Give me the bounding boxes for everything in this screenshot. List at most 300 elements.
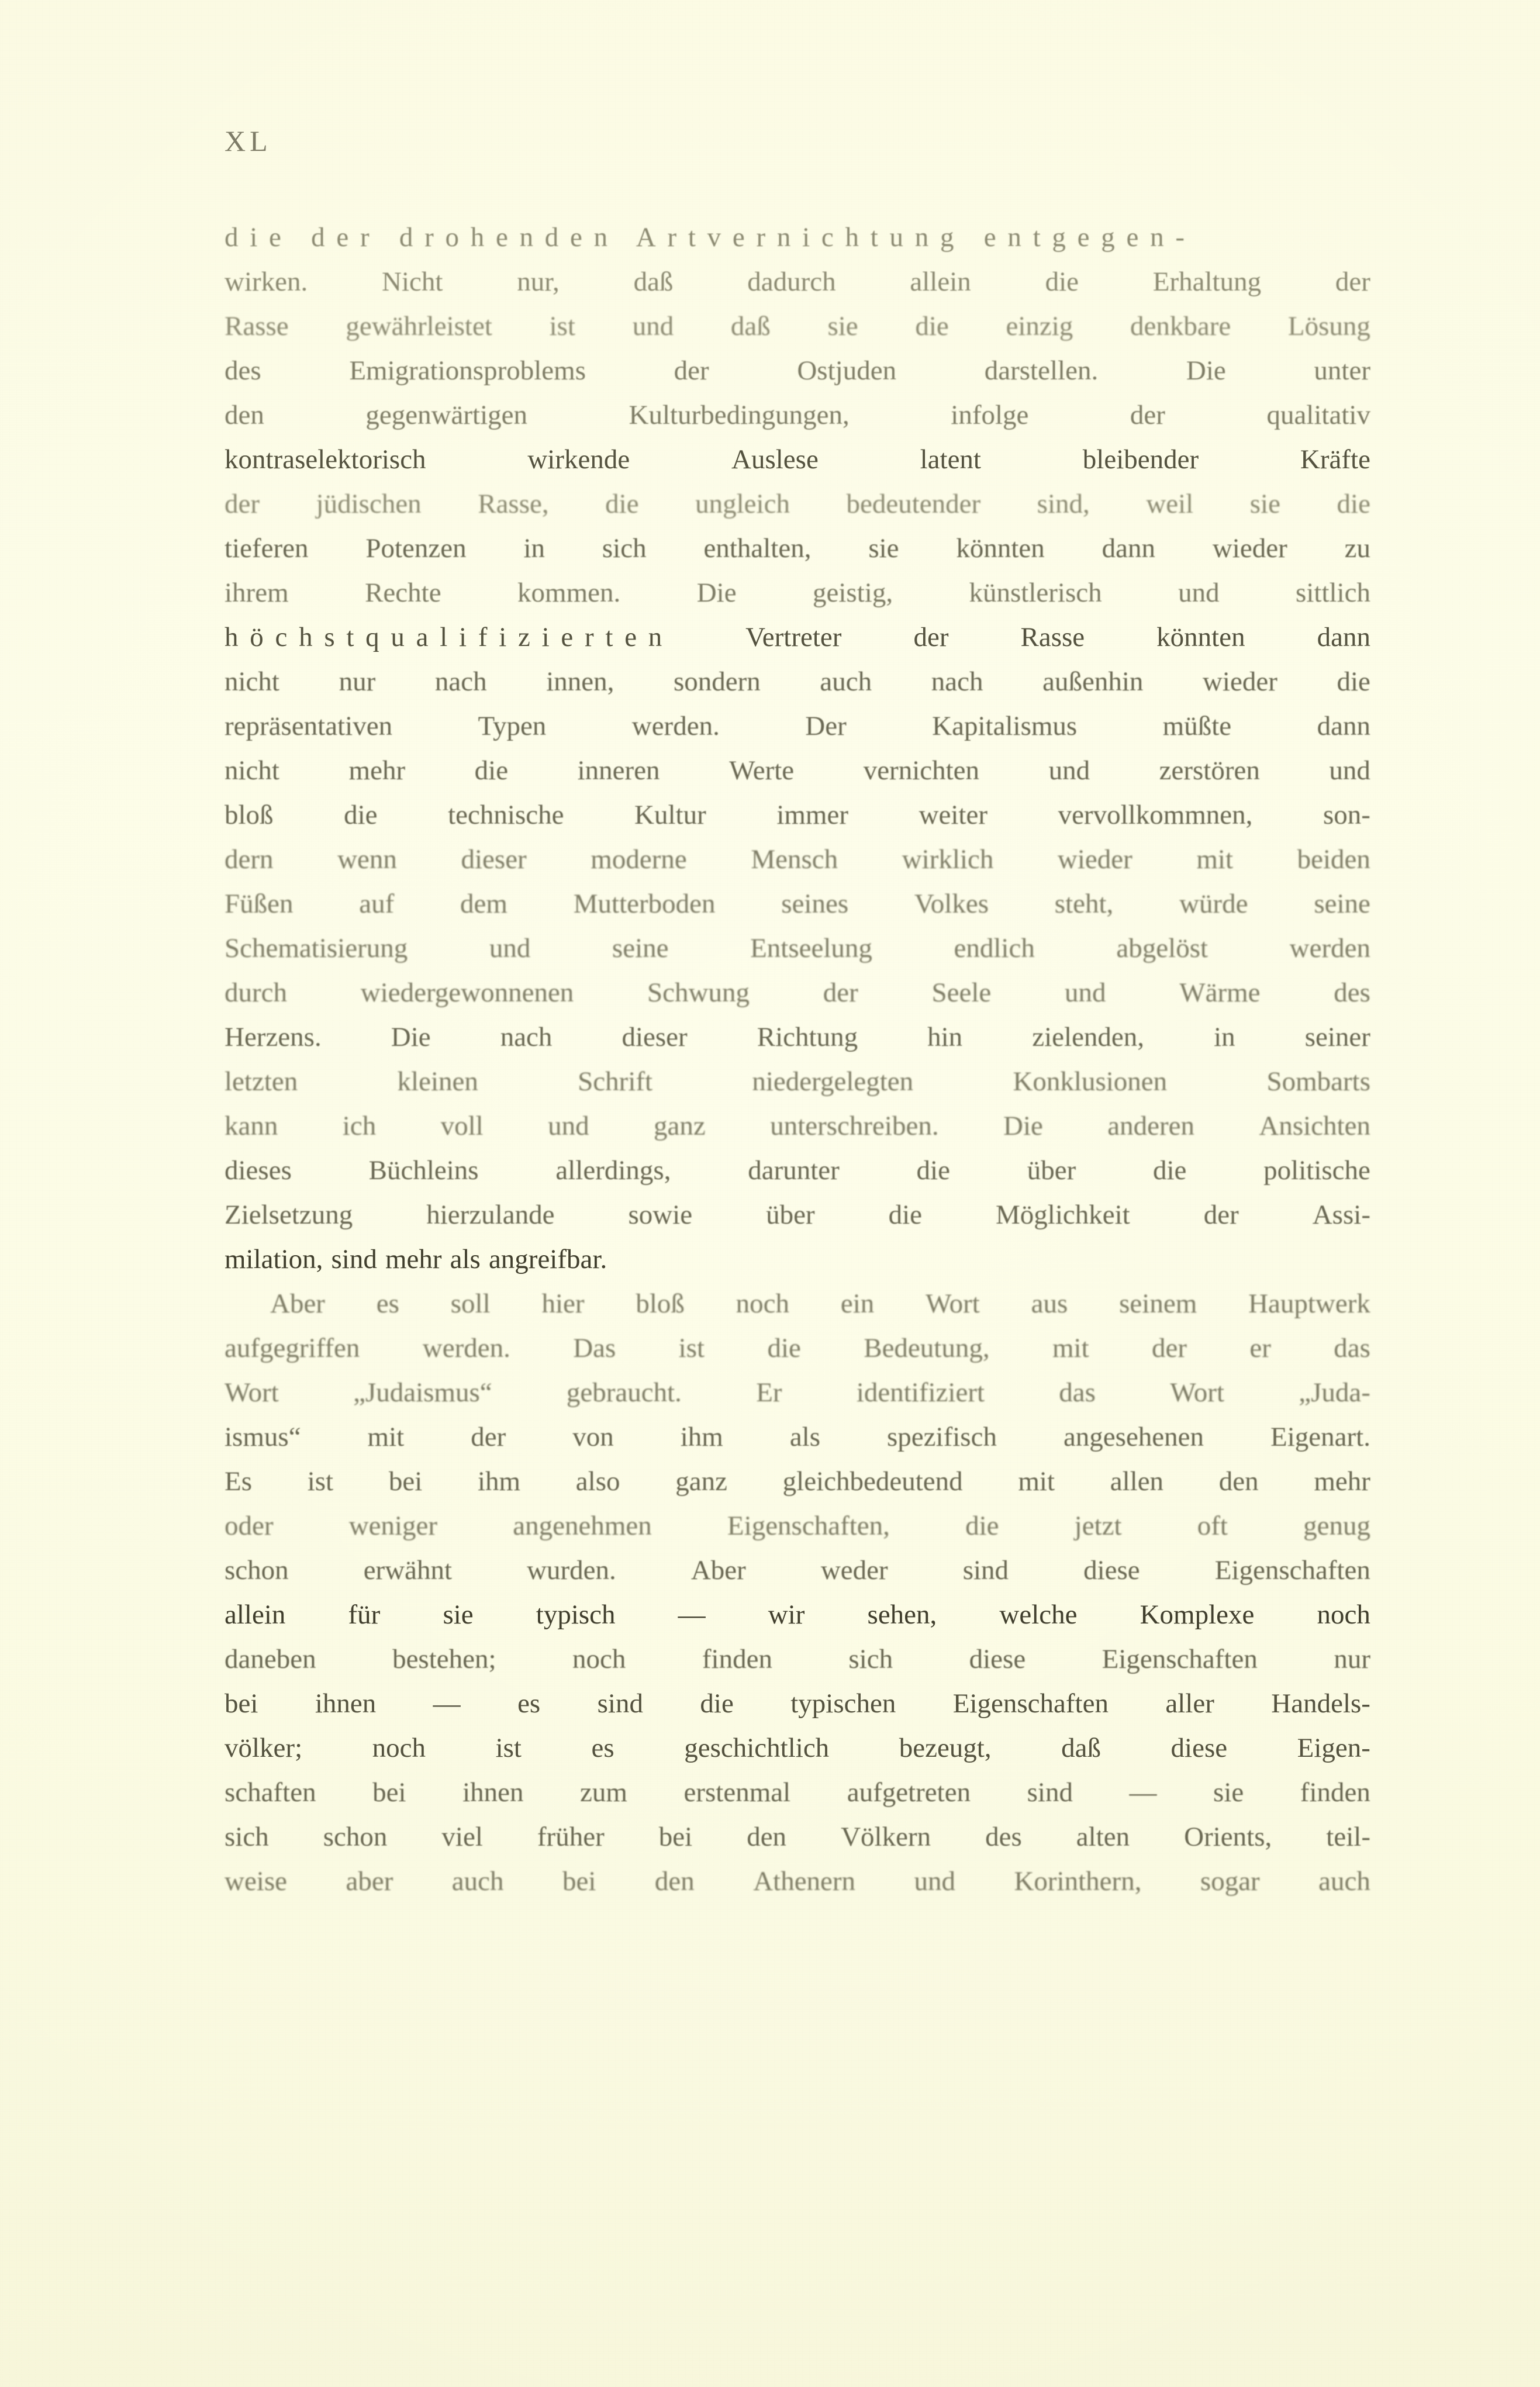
- word: Rasse: [1020, 622, 1085, 652]
- word: nach: [931, 666, 983, 697]
- word: und: [632, 311, 674, 341]
- word: nur,: [517, 267, 560, 297]
- line-words: [225, 882, 1370, 926]
- word: Nicht: [382, 267, 443, 297]
- text-line: [225, 571, 1370, 615]
- word: ihm: [680, 1422, 723, 1452]
- word: sehen,: [867, 1600, 937, 1630]
- word: allerdings,: [555, 1155, 671, 1186]
- word: seine: [612, 933, 669, 963]
- word: sowie: [628, 1200, 693, 1230]
- word: weil: [1146, 489, 1194, 519]
- word: weise: [225, 1866, 288, 1897]
- word: über: [1027, 1155, 1076, 1186]
- word: zu: [1344, 533, 1370, 564]
- word: auch: [820, 666, 872, 697]
- word: unter: [1314, 355, 1370, 386]
- word: ich: [342, 1111, 377, 1141]
- text-line: [225, 1415, 1370, 1459]
- word: jetzt: [1074, 1511, 1122, 1541]
- word: Völkern: [841, 1822, 931, 1852]
- line-words: [225, 1770, 1370, 1815]
- word: ihnen: [315, 1688, 377, 1719]
- word: geschichtlich: [684, 1733, 830, 1763]
- word: noch: [1317, 1600, 1370, 1630]
- word: vervollkommnen,: [1058, 800, 1253, 830]
- word: Mutterboden: [573, 889, 716, 919]
- line-words: [225, 1681, 1370, 1726]
- line-words: [225, 526, 1370, 571]
- word: kleinen: [397, 1066, 478, 1097]
- word: dann: [1317, 622, 1370, 652]
- word: wieder: [1057, 844, 1132, 875]
- text-line: [225, 1548, 1370, 1593]
- word: typischen: [790, 1688, 896, 1719]
- word: schon: [225, 1555, 289, 1585]
- word: unterschreiben.: [770, 1111, 939, 1141]
- word: von: [572, 1422, 614, 1452]
- line-words: [225, 1237, 1370, 1281]
- text-line: [225, 348, 1370, 393]
- word: soll: [450, 1289, 491, 1319]
- word: der: [471, 1422, 506, 1452]
- word: künstlerisch: [969, 578, 1102, 608]
- word: milation,: [225, 1244, 323, 1274]
- word: diese: [1083, 1555, 1140, 1585]
- text-line: [225, 882, 1370, 926]
- word: schaften: [225, 1777, 316, 1808]
- word: bleibender: [1082, 444, 1199, 475]
- word: abgelöst: [1116, 933, 1208, 963]
- line-words: [225, 1326, 1370, 1370]
- word: das: [1334, 1333, 1370, 1363]
- word: ist: [307, 1466, 334, 1497]
- text-line: [225, 1193, 1370, 1237]
- word: Kräfte: [1300, 444, 1370, 475]
- word: die: [965, 1511, 999, 1541]
- word: die: [888, 1200, 923, 1230]
- line-words: [225, 1148, 1370, 1193]
- word: noch: [572, 1644, 626, 1674]
- line-words: [225, 1815, 1370, 1859]
- word: Eigenschaften: [1214, 1555, 1370, 1585]
- word: mehr: [1314, 1466, 1370, 1497]
- word: dieser: [461, 844, 527, 875]
- word: den: [654, 1866, 695, 1897]
- word: allein: [910, 267, 971, 297]
- word: des: [985, 1822, 1022, 1852]
- word: aller: [1165, 1688, 1214, 1719]
- word: Werte: [729, 755, 795, 786]
- line-words: [225, 1415, 1370, 1459]
- text-line: [225, 1370, 1370, 1415]
- word: ein: [840, 1289, 875, 1319]
- word: sind: [597, 1688, 643, 1719]
- word: es: [591, 1733, 614, 1763]
- word: noch: [736, 1289, 790, 1319]
- word: typisch: [536, 1600, 616, 1630]
- word: Das: [573, 1333, 616, 1363]
- word: Sombarts: [1266, 1066, 1370, 1097]
- word: Komplexe: [1140, 1600, 1255, 1630]
- word: die: [344, 800, 378, 830]
- word: Eigenart.: [1270, 1422, 1370, 1452]
- line-words: [225, 615, 1370, 659]
- word: Herzens.: [225, 1022, 322, 1052]
- text-line: [225, 304, 1370, 348]
- word: Seele: [931, 977, 992, 1008]
- text-line: [225, 1770, 1370, 1815]
- word: erwähnt: [363, 1555, 453, 1585]
- word: bei: [388, 1466, 423, 1497]
- word: also: [575, 1466, 620, 1497]
- word: genug: [1303, 1511, 1370, 1541]
- word: als: [450, 1244, 481, 1274]
- word: auf: [359, 889, 395, 919]
- text-line: [225, 260, 1370, 304]
- word: seine: [1314, 889, 1370, 919]
- word: ganz: [654, 1111, 706, 1141]
- line-words: [225, 571, 1370, 615]
- word: völker;: [225, 1733, 303, 1763]
- word: wurden.: [527, 1555, 616, 1585]
- word: der: [225, 489, 260, 519]
- word: könnten: [1156, 622, 1245, 652]
- word: bei: [372, 1777, 406, 1808]
- word: enthalten,: [703, 533, 812, 564]
- word: früher: [537, 1822, 605, 1852]
- word: Eigen-: [1297, 1733, 1370, 1763]
- word: werden.: [631, 711, 720, 741]
- word: mit: [1018, 1466, 1055, 1497]
- word: gewährleistet: [346, 311, 492, 341]
- word: Schwung: [647, 977, 750, 1008]
- word: allen: [1110, 1466, 1164, 1497]
- line-words: [225, 1370, 1370, 1415]
- text-line: [225, 926, 1370, 970]
- word: ganz: [675, 1466, 727, 1497]
- word: es: [376, 1289, 399, 1319]
- word: die: [1045, 267, 1079, 297]
- line-words: [225, 704, 1370, 748]
- word: wieder: [1202, 666, 1277, 697]
- line-words: [225, 1859, 1370, 1904]
- word: nur: [339, 666, 376, 697]
- word: nach: [434, 666, 487, 697]
- word: sind: [1027, 1777, 1073, 1808]
- word: daneben: [225, 1644, 316, 1674]
- word: anderen: [1107, 1111, 1195, 1141]
- text-line: [225, 1237, 1370, 1281]
- text-line: [225, 1637, 1370, 1681]
- word: dann: [1317, 711, 1370, 741]
- word: moderne: [591, 844, 687, 875]
- line-words: [225, 304, 1370, 348]
- word: auch: [451, 1866, 504, 1897]
- text-line: [225, 659, 1370, 704]
- text-line: [225, 1726, 1370, 1770]
- word: denkbare: [1130, 311, 1231, 341]
- word: werden: [1289, 933, 1370, 963]
- word: Kapitalismus: [932, 711, 1078, 741]
- word: Konklusionen: [1013, 1066, 1168, 1097]
- line-words: [225, 260, 1370, 304]
- word: Auslese: [731, 444, 819, 475]
- word: hier: [541, 1289, 585, 1319]
- line-words: [225, 1726, 1370, 1770]
- word: gebraucht.: [566, 1377, 682, 1408]
- word: mit: [367, 1422, 405, 1452]
- word: der: [1203, 1200, 1239, 1230]
- word: weiter: [919, 800, 987, 830]
- word: nicht: [225, 755, 279, 786]
- word: dadurch: [747, 267, 836, 297]
- page-body-text: [225, 215, 1370, 1904]
- word: und: [489, 933, 531, 963]
- spaced-emphasis-text: höchstqualifizierten: [225, 622, 674, 652]
- word: Athenern: [753, 1866, 856, 1897]
- word: Vertreter: [745, 622, 842, 652]
- word: und: [1329, 755, 1370, 786]
- text-line: [225, 1326, 1370, 1370]
- spaced-emphasis-text: die der drohenden Artvernichtung entgegen-: [225, 222, 1196, 253]
- word: wenn: [337, 844, 397, 875]
- line-words: [225, 970, 1370, 1015]
- word: ist: [549, 311, 576, 341]
- line-words: [225, 793, 1370, 837]
- word: Entseelung: [750, 933, 872, 963]
- word: der: [1335, 267, 1370, 297]
- word: müßte: [1162, 711, 1232, 741]
- line-words: [225, 837, 1370, 882]
- word: die: [1337, 489, 1370, 519]
- word: Schematisierung: [225, 933, 408, 963]
- word: sind: [962, 1555, 1009, 1585]
- word: Aber: [690, 1555, 746, 1585]
- word: hierzulande: [426, 1200, 555, 1230]
- word: ihm: [477, 1466, 521, 1497]
- text-line: [225, 526, 1370, 571]
- text-line: [225, 1148, 1370, 1193]
- word: nicht: [225, 666, 279, 697]
- word: darunter: [748, 1155, 840, 1186]
- word: ist: [678, 1333, 705, 1363]
- text-line: [225, 1104, 1370, 1148]
- word: nur: [1334, 1644, 1370, 1674]
- word: Rasse: [225, 311, 289, 341]
- word: sittlich: [1296, 578, 1370, 608]
- text-line: [225, 482, 1370, 526]
- word: oft: [1197, 1511, 1228, 1541]
- word: sind,: [1037, 489, 1090, 519]
- word: als: [789, 1422, 821, 1452]
- word: Rasse,: [478, 489, 549, 519]
- text-line: [225, 1504, 1370, 1548]
- word: die: [700, 1688, 734, 1719]
- word: mit: [1196, 844, 1234, 875]
- word: sie: [1249, 489, 1280, 519]
- text-line: [225, 1015, 1370, 1059]
- word: nach: [500, 1022, 553, 1052]
- word: kontraselektorisch: [225, 444, 426, 475]
- word: dieses: [225, 1155, 292, 1186]
- word: die: [474, 755, 509, 786]
- word: Wort: [926, 1289, 980, 1319]
- word: angenehmen: [513, 1511, 652, 1541]
- word: ihnen: [462, 1777, 524, 1808]
- word: Kulturbedingungen,: [629, 400, 850, 430]
- line-words: [225, 1059, 1370, 1104]
- word: sie: [1213, 1777, 1244, 1808]
- word: darstellen.: [984, 355, 1099, 386]
- word: durch: [225, 977, 288, 1008]
- word: endlich: [954, 933, 1035, 963]
- word: mehr: [385, 1244, 442, 1274]
- word: innen,: [546, 666, 614, 697]
- word: letzten: [225, 1066, 298, 1097]
- page-folio-number: XL: [225, 125, 272, 157]
- word: daß: [633, 267, 674, 297]
- line-words: [225, 1193, 1370, 1237]
- word: spezifisch: [887, 1422, 997, 1452]
- word: geistig,: [813, 578, 893, 608]
- word: und: [914, 1866, 956, 1897]
- word: die: [1152, 1155, 1187, 1186]
- word: und: [548, 1111, 589, 1141]
- word: der: [823, 977, 858, 1008]
- text-line: [225, 748, 1370, 793]
- word: einzig: [1006, 311, 1073, 341]
- word: Wort: [225, 1377, 279, 1408]
- word: außenhin: [1042, 666, 1144, 697]
- word: könnten: [956, 533, 1045, 564]
- word: Ostjuden: [797, 355, 897, 386]
- word: über: [766, 1200, 815, 1230]
- word: wir: [768, 1600, 805, 1630]
- word: schon: [323, 1822, 388, 1852]
- word: Rechte: [365, 578, 441, 608]
- word: die: [767, 1333, 801, 1363]
- word: allein: [225, 1600, 286, 1630]
- text-line: [225, 615, 1370, 659]
- word: identifiziert: [856, 1377, 985, 1408]
- word: „Juda-: [1299, 1377, 1370, 1408]
- word: inneren: [577, 755, 660, 786]
- word: teil-: [1326, 1822, 1370, 1852]
- word: mehr: [348, 755, 406, 786]
- word: wirklich: [902, 844, 994, 875]
- word: politische: [1263, 1155, 1370, 1186]
- word: die: [916, 1155, 950, 1186]
- line-words: [225, 348, 1370, 393]
- word: Hauptwerk: [1248, 1289, 1370, 1319]
- word: erstenmal: [683, 1777, 791, 1808]
- word: wiedergewonnenen: [360, 977, 574, 1008]
- word: die: [915, 311, 949, 341]
- word: des: [1334, 977, 1370, 1008]
- word: seines: [781, 889, 849, 919]
- word: welche: [999, 1600, 1078, 1630]
- word: dem: [460, 889, 507, 919]
- word: „Judaismus“: [353, 1377, 492, 1408]
- word: Typen: [478, 711, 547, 741]
- word: immer: [776, 800, 848, 830]
- word: Der: [805, 711, 847, 741]
- word: dern: [225, 844, 274, 875]
- word: den: [1218, 1466, 1259, 1497]
- line-words: [225, 1104, 1370, 1148]
- word: Eigenschaften: [1102, 1644, 1258, 1674]
- word: bei: [658, 1822, 693, 1852]
- line-words: [225, 1637, 1370, 1681]
- word: Bedeutung,: [864, 1333, 990, 1363]
- word: Volkes: [914, 889, 989, 919]
- word: daß: [730, 311, 771, 341]
- word: noch: [372, 1733, 426, 1763]
- word: steht,: [1054, 889, 1114, 919]
- word: Lösung: [1287, 311, 1370, 341]
- word: dann: [1102, 533, 1156, 564]
- word: sondern: [673, 666, 761, 697]
- word: bestehen;: [392, 1644, 496, 1674]
- text-line: [225, 1593, 1370, 1637]
- word: technische: [448, 800, 564, 830]
- word: voll: [440, 1111, 484, 1141]
- text-line: [225, 704, 1370, 748]
- line-words: [225, 1548, 1370, 1593]
- word: —: [678, 1600, 706, 1630]
- word: ismus“: [225, 1422, 301, 1452]
- word: vernichten: [863, 755, 980, 786]
- text-line: [225, 1281, 1370, 1326]
- word: viel: [441, 1822, 483, 1852]
- word: die: [1337, 666, 1370, 697]
- word: in: [1214, 1022, 1235, 1052]
- text-line: [225, 1815, 1370, 1859]
- word: werden.: [422, 1333, 510, 1363]
- word: bei: [562, 1866, 596, 1897]
- word: angreifbar.: [488, 1244, 607, 1274]
- word: Potenzen: [365, 533, 467, 564]
- text-line: [225, 215, 1370, 260]
- word: Füßen: [225, 889, 294, 919]
- word: Ansichten: [1259, 1111, 1370, 1141]
- word: bloß: [636, 1289, 685, 1319]
- line-words: [225, 1015, 1370, 1059]
- word: Eigenschaften: [952, 1688, 1109, 1719]
- word: bezeugt,: [899, 1733, 992, 1763]
- word: Büchleins: [368, 1155, 479, 1186]
- word: der: [1152, 1333, 1187, 1363]
- word: sie: [443, 1600, 474, 1630]
- word: er: [1249, 1333, 1271, 1363]
- word: weniger: [348, 1511, 438, 1541]
- text-line: [225, 1681, 1370, 1726]
- word: aufgetreten: [847, 1777, 971, 1808]
- word: finden: [702, 1644, 772, 1674]
- word: bloß: [225, 800, 274, 830]
- word: Die: [696, 578, 737, 608]
- word: alten: [1076, 1822, 1130, 1852]
- word: den: [225, 400, 264, 430]
- line-words: [225, 393, 1370, 437]
- word: Die: [1003, 1111, 1043, 1141]
- text-line: [225, 970, 1370, 1015]
- word: seinem: [1119, 1289, 1197, 1319]
- word: der: [674, 355, 709, 386]
- word: son-: [1323, 800, 1370, 830]
- word: die: [605, 489, 639, 519]
